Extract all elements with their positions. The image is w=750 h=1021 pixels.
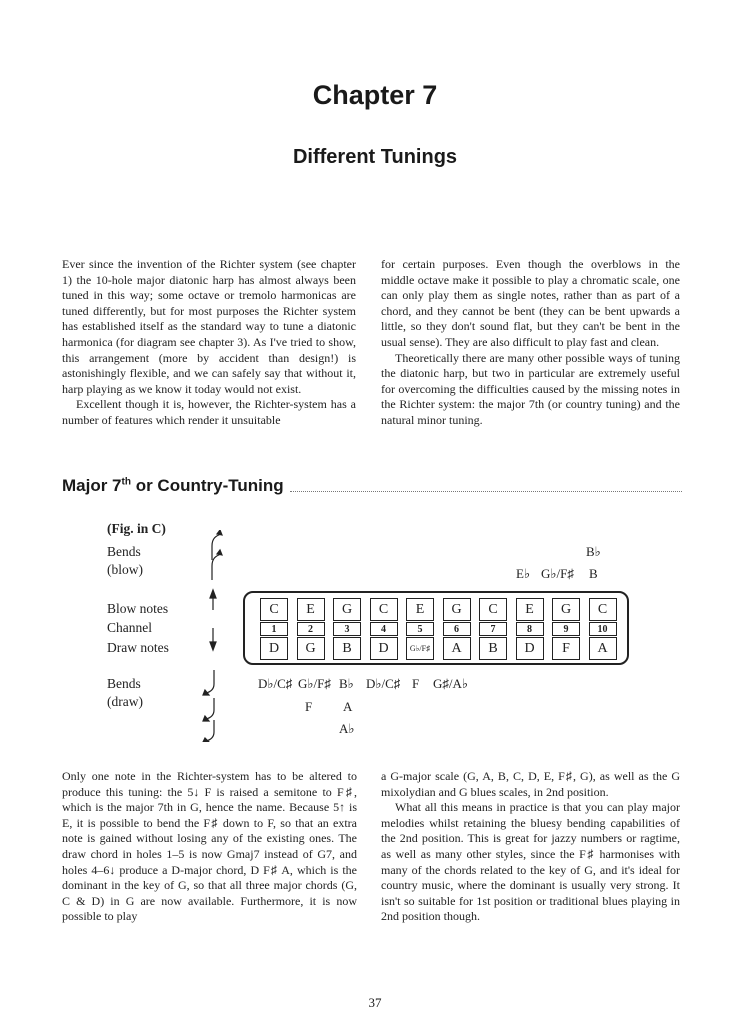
blow-note: C [260,598,288,621]
intro-left-column [62,257,356,429]
blow-note: E [516,598,544,621]
blow-bend: B♭ [586,544,601,559]
label-bends-draw: Bends [107,676,141,691]
label-draw-notes: Draw notes [107,640,169,655]
label-bends-blow: Bends [107,544,141,559]
channel-number: 10 [589,622,617,636]
label-blow-notes: Blow notes [107,601,169,616]
blow-note: C [479,598,507,621]
chapter-subtitle: Different Tunings [292,146,458,168]
blow-note: E [297,598,325,621]
blow-bend: E♭ [516,566,531,581]
paragraph: What all this means in practice is that you can play major melodies whilst retaining the bluesy bending capabilities of the 2nd position. This is great for jazzy numbers or ragtime, as well as many other styles, since the F♯ harmonises with many of the chords related to the key of G, and it's ideal for country music, where the dominant is usually very strong. It isn't so suitable for 1st position or traditional blues playing in 2nd position though. [381,800,680,924]
label-draw-paren: (draw) [107,694,143,709]
channel-number: 4 [370,622,398,636]
draw-note: D [516,637,544,660]
channel-number: 6 [443,622,471,636]
channel-number: 5 [406,622,434,636]
blow-note: E [406,598,434,621]
blow-note: G [552,598,580,621]
draw-note: B [479,637,507,660]
paragraph: Excellent though it is, however, the Richter-system has a number of features which render it unsuitable [62,397,356,427]
body-left-column [62,769,357,925]
draw-note: G♭/F♯ [406,637,434,660]
label-blow-paren: (blow) [107,562,143,577]
draw-bend: F [412,676,420,691]
blow-note: G [333,598,361,621]
blow-note: C [589,598,617,621]
paragraph: Theoretically there are many other possible ways of tuning the diatonic harp, but two in particular are extremely useful for overcoming the difficulties caused by the missing notes in the Richter system: the major 7th (or country tuning) and the natural minor tuning. [381,350,680,427]
draw-note: D [370,637,398,660]
draw-note: D [260,637,288,660]
paragraph: a G-major scale (G, A, B, C, D, E, F♯, G), as well as the G mixolydian and G blues scales, in 2nd position. [381,769,680,799]
paragraph: Only one note in the Richter-system has to be altered to produce this tuning: the 5↓ F is raised a semitone to F♯, which is the major 7th in G, hence the name. Because 5↑ is E, it is possible to bend the F♯ down to F, so that an extra note is gained without losing any of the existing ones. The draw chord in holes 1–5 is now Gmaj7 instead of G7, and holes 4–6↓ produce a D-major chord, D F♯ A, which is the dominant in the key of G, so that all three major chords (G, C & D) in G are now available. Furthermore, it is now possible to play [62,769,357,924]
blow-bend: G♭/F♯ [541,566,574,581]
draw-note: A [443,637,471,660]
section-rule [290,491,682,492]
section-heading [62,476,682,496]
bend-arrows-icon [200,530,230,742]
draw-note: G [297,637,325,660]
intro-right-column [381,257,680,429]
draw-note: A [589,637,617,660]
channel-number: 3 [333,622,361,636]
blow-note: G [443,598,471,621]
blow-bend: B [589,566,598,581]
channel-number: 9 [552,622,580,636]
draw-bend: F [305,699,313,714]
draw-bend: A [343,699,353,714]
figure-title: (Fig. in C) [107,521,166,536]
blow-note: C [370,598,398,621]
label-channel: Channel [107,620,152,635]
paragraph: Ever since the invention of the Richter system (see chapter 1) the 10-hole major diatonic harp has almost always been tuned in this way; some octave or tremolo harmonicas are tuned differently, but for most purposes the Richter system has established itself as the standard way to tune a diatonic harmonica (for diagram see chapter 3). As I've tried to show, this arrangement (more by accident than design!) is astonishingly flexible, and we can safely say that without it, harp playing as we know it today would not exist. [62,257,356,396]
draw-bend: D♭/C♯ [258,676,293,691]
channel-number: 8 [516,622,544,636]
draw-bend: A♭ [339,721,355,736]
draw-bend: B♭ [339,676,354,691]
body-right-column [381,769,680,925]
paragraph: for certain purposes. Even though the overblows in the middle octave make it possible to play a chromatic scale, one can only play them as single notes, rather than as part of a chord, and they cannot be bent (they can be bent upwards a little, so they don't sound flat, but they can't be bent in the usual sense). They are also difficult to play fast and clean. [381,257,680,349]
draw-note: F [552,637,580,660]
draw-bend: G♭/F♯ [298,676,331,691]
channel-number: 7 [479,622,507,636]
draw-note: B [333,637,361,660]
channel-number: 2 [297,622,325,636]
section-title: Major 7th or Country-Tuning [62,476,284,495]
draw-bend: D♭/C♯ [366,676,401,691]
draw-bend: G♯/A♭ [433,676,469,691]
page-number: 37 [368,995,382,1010]
chapter-heading: Chapter 7 [312,80,438,110]
channel-number: 1 [260,622,288,636]
